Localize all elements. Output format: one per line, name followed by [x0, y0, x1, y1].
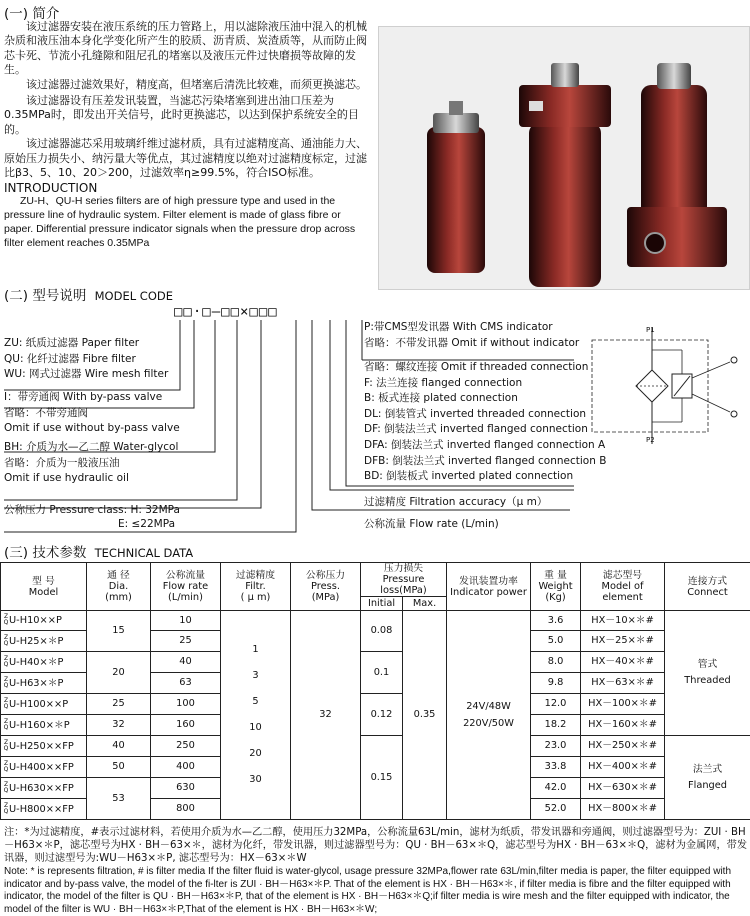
filter-type-zu: ZU: 纸质过滤器 Paper filter	[4, 337, 140, 349]
tech-heading-cn: (三) 技术参数	[4, 545, 87, 561]
intro-paragraph-3: 该过滤器设有压差发讯装置，当滤芯污染堵塞到进出油口压差为0.35MPa时，即发出开关信号，此时更换滤芯，以达到保护系统安全的目的。	[4, 94, 359, 136]
dia-cell: 25	[87, 694, 151, 715]
intro-paragraph-2: 该过滤器过滤效果好，精度高，但堵塞后清洗比较难，而须更换滤芯。	[26, 77, 367, 91]
element-cell: HX－25×＊#	[581, 631, 665, 652]
flow-cell: 100	[151, 694, 221, 715]
connection-threaded: 省略：螺纹连接 Omit if threaded connection	[364, 361, 589, 373]
dia-cell: 32	[87, 715, 151, 736]
flow-cell: 630	[151, 778, 221, 799]
element-cell: HX－10×＊#	[581, 611, 665, 631]
initial-loss-cell: 0.15	[361, 736, 403, 820]
flow-cell: 63	[151, 673, 221, 694]
dia-cell: 40	[87, 736, 151, 757]
medium-oil-en: Omit if use hydraulic oil	[4, 472, 129, 484]
model-cell: Z QU-H63×＊P	[1, 673, 87, 694]
initial-loss-cell: 0.12	[361, 694, 403, 736]
element-cell: HX－160×＊#	[581, 715, 665, 736]
filter-type-legend	[4, 336, 168, 383]
indicator-with: P:带CMS型发讯器 With CMS indicator	[364, 321, 553, 333]
header-press: 公称压力 Press. (MPa)	[291, 563, 361, 611]
element-cell: HX－800×＊#	[581, 799, 665, 820]
flow-legend: 公称流量 Flow rate (L/min)	[364, 518, 499, 530]
connection-flanged: F: 法兰连接 flanged connection	[364, 376, 523, 389]
port-p1-label: P1	[646, 326, 655, 334]
model-cell: Z QU-H250××FP	[1, 736, 87, 757]
header-connect: 连接方式 Connect	[665, 563, 750, 611]
header-initial: Initial	[361, 597, 403, 611]
dia-cell: 15	[87, 611, 151, 652]
connection-dfa: DFA: 倒装法兰式 inverted flanged connection A	[364, 438, 606, 451]
weight-cell: 3.6	[531, 611, 581, 631]
model-cell: Z QU-H400××FP	[1, 757, 87, 778]
filtr-cell: 1 3 5 10 20 30	[221, 611, 291, 820]
header-flow: 公称流量 Flow rate (L/min)	[151, 563, 221, 611]
bypass-legend	[4, 390, 180, 437]
element-cell: HX－40×＊#	[581, 652, 665, 673]
medium-legend	[4, 440, 178, 487]
table-row	[1, 736, 750, 757]
connect-threaded-cell: 管式 Threaded	[665, 611, 750, 736]
bypass-omit-en: Omit if use without by-pass valve	[4, 422, 180, 434]
element-cell: HX－250×＊#	[581, 736, 665, 757]
element-cell: HX－100×＊#	[581, 694, 665, 715]
header-element: 滤芯型号 Model of element	[581, 563, 665, 611]
tech-table-wrap	[0, 562, 750, 820]
bypass-with: I：带旁通阀 With by-pass valve	[4, 391, 163, 403]
model-code-pattern: □□·□–□□×□□□	[174, 304, 278, 320]
element-cell: HX－400×＊#	[581, 757, 665, 778]
tech-table	[0, 562, 750, 820]
weight-cell: 42.0	[531, 778, 581, 799]
indicator-legend	[364, 320, 579, 351]
flow-cell: 400	[151, 757, 221, 778]
filter-type-wu: WU: 网式过滤器 Wire mesh filter	[4, 368, 169, 380]
model-heading-en: MODEL CODE	[94, 289, 173, 303]
bypass-omit-cn: 省略：不带旁通阀	[4, 406, 88, 419]
intro-heading: (一) 简介	[4, 6, 60, 22]
medium-glycol: BH: 介质为水—乙二醇 Water-glycol	[4, 441, 179, 453]
connection-plated: B: 板式连接 plated connection	[364, 392, 518, 405]
weight-cell: 9.8	[531, 673, 581, 694]
weight-cell: 23.0	[531, 736, 581, 757]
intro-en-heading: INTRODUCTION	[4, 181, 98, 196]
connection-bd: BD: 倒装板式 inverted plated connection	[364, 470, 574, 483]
model-cell: Z QU-H25×＊P	[1, 631, 87, 652]
tech-heading	[4, 541, 193, 561]
intro-en-text: ZU-H、QU-H series filters are of high pressure type and used in the pressure line of hydraulic system. Filter element is made of glass fibre or paper. Differential pressure indicator signals when the pressure drop across filter element reaches 0.35MPa	[4, 195, 356, 249]
header-dia: 通 径 Dia. (mm)	[87, 563, 151, 611]
medium-oil-cn: 省略：介质为一般液压油	[4, 456, 120, 469]
tech-heading-en: TECHNICAL DATA	[94, 546, 194, 560]
dia-cell: 20	[87, 652, 151, 694]
connection-dl: DL: 倒装管式 inverted threaded connection	[364, 407, 587, 420]
model-cell: Z QU-H100××P	[1, 694, 87, 715]
initial-loss-cell: 0.1	[361, 652, 403, 694]
flow-cell: 160	[151, 715, 221, 736]
hydraulic-symbol-drawing	[590, 326, 748, 446]
pressure-class: 公称压力 Pressure class: H: 32MPa	[4, 504, 180, 516]
model-cell: Z QU-H40×＊P	[1, 652, 87, 673]
flow-cell: 25	[151, 631, 221, 652]
connection-legend	[364, 360, 606, 485]
header-model: 型 号 Model	[1, 563, 87, 611]
header-weight: 重 量 Weight (Kg)	[531, 563, 581, 611]
hydraulic-symbol	[590, 326, 748, 446]
element-cell: HX－630×＊#	[581, 778, 665, 799]
intro-paragraph-4: 该过滤器滤芯采用玻璃纤维过滤材质，具有过滤精度高、通油能力大、原始压力损失小、纳污量大等优点，其过滤精度以绝对过滤精度标定，过滤比β3、5、10、20＞200，过滤效率η≥99.5%，符合ISO标准。	[4, 137, 367, 180]
initial-loss-cell: 0.08	[361, 611, 403, 652]
element-cell: HX－63×＊#	[581, 673, 665, 694]
table-header-row-1	[1, 563, 750, 597]
header-filtr: 过滤精度 Filtr. ( μ m)	[221, 563, 291, 611]
indicator-omit: 省略：不带发讯器 Omit if without indicator	[364, 336, 580, 349]
accuracy-legend: 过滤精度 Filtration accuracy（μ m）	[364, 496, 548, 508]
weight-cell: 18.2	[531, 715, 581, 736]
weight-cell: 12.0	[531, 694, 581, 715]
table-row	[1, 694, 750, 715]
header-max: Max.	[403, 597, 447, 611]
connect-flanged-cell: 法兰式 Flanged	[665, 736, 750, 820]
header-indicator: 发讯装置功率 Indicator power	[447, 563, 531, 611]
weight-cell: 8.0	[531, 652, 581, 673]
table-row	[1, 652, 750, 673]
model-heading-cn: (二) 型号说明	[4, 288, 87, 304]
intro-paragraph-1: 该过滤器安装在液压系统的压力管路上，用以滤除液压油中混入的机械杂质和液压油本身化学变化所产生的胶质、沥青质、炭渣质等，从而防止阀芯卡死、节流小孔缝隙和阻尼孔的堵塞以及液压元件过快磨损等故障的发生。	[4, 20, 367, 77]
weight-cell: 5.0	[531, 631, 581, 652]
press-cell: 32	[291, 611, 361, 820]
connection-dfb: DFB: 倒装法兰式 inverted flanged connection B	[364, 454, 607, 467]
model-cell: Z QU-H800××FP	[1, 799, 87, 820]
flow-cell: 40	[151, 652, 221, 673]
filter-type-qu: QU: 化纤过滤器 Fibre filter	[4, 352, 136, 365]
flow-cell: 250	[151, 736, 221, 757]
power-cell: 24V/48W 220V/50W	[447, 611, 531, 820]
header-loss: 压力损失 Pressure loss(MPa)	[361, 563, 447, 597]
flow-cell: 10	[151, 611, 221, 631]
weight-cell: 33.8	[531, 757, 581, 778]
model-cell: Z QU-H630××FP	[1, 778, 87, 799]
model-cell: Z QU-H10××P	[1, 611, 87, 631]
port-p2-label: P2	[646, 436, 655, 444]
note-en: Note: * is represents filtration, # is filter media If the filter fluid is water-glycol, usage pressure 32MPa,flower rate 63L/min,filter media is paper, the filter equipped with indicator and by-pass valve, the model of the fi-lter is ZUI · BH－H63×＊P. That of the element is HX · BH－H63×＊, if filter media is fibre and the filter equipped with indicator, the model of the filter is QU · BH－H63×＊P, that of the element is HX · BH－H63×＊Q;if filter media is wire mesh and the filter equipped with indicator, the model of the filter is WU · BH－H63×＊P,That of the element is HX · BH－H63×＊W;	[4, 866, 732, 915]
connection-df: DF: 倒装法兰式 inverted flanged connection	[364, 423, 588, 436]
flow-cell: 800	[151, 799, 221, 820]
weight-cell: 52.0	[531, 799, 581, 820]
table-row	[1, 611, 750, 631]
max-loss-cell: 0.35	[403, 611, 447, 820]
model-cell: Z QU-H160×＊P	[1, 715, 87, 736]
dia-cell: 53	[87, 778, 151, 820]
pressure-class-e: E: ≤22MPa	[118, 518, 176, 530]
dia-cell: 50	[87, 757, 151, 778]
note-cn: 注：*为过滤精度，#表示过滤材料，若使用介质为水—乙二醇，使用压力32MPa，公称流量63L/min，滤材为纸质，带发讯器和旁通阀，则过滤器型号为：ZUI · BH－H63×＊P，滤芯型号为HX · BH－63×＊，滤材为化纤，带发讯器，则过滤器型号为：QU · BH－63×＊Q，滤芯型号为HX · BH－63×＊Q，滤材为金属网，带发讯器，则过滤型号为:WU－H63×＊P, 滤芯型号为：HX－63×＊W	[4, 827, 748, 864]
